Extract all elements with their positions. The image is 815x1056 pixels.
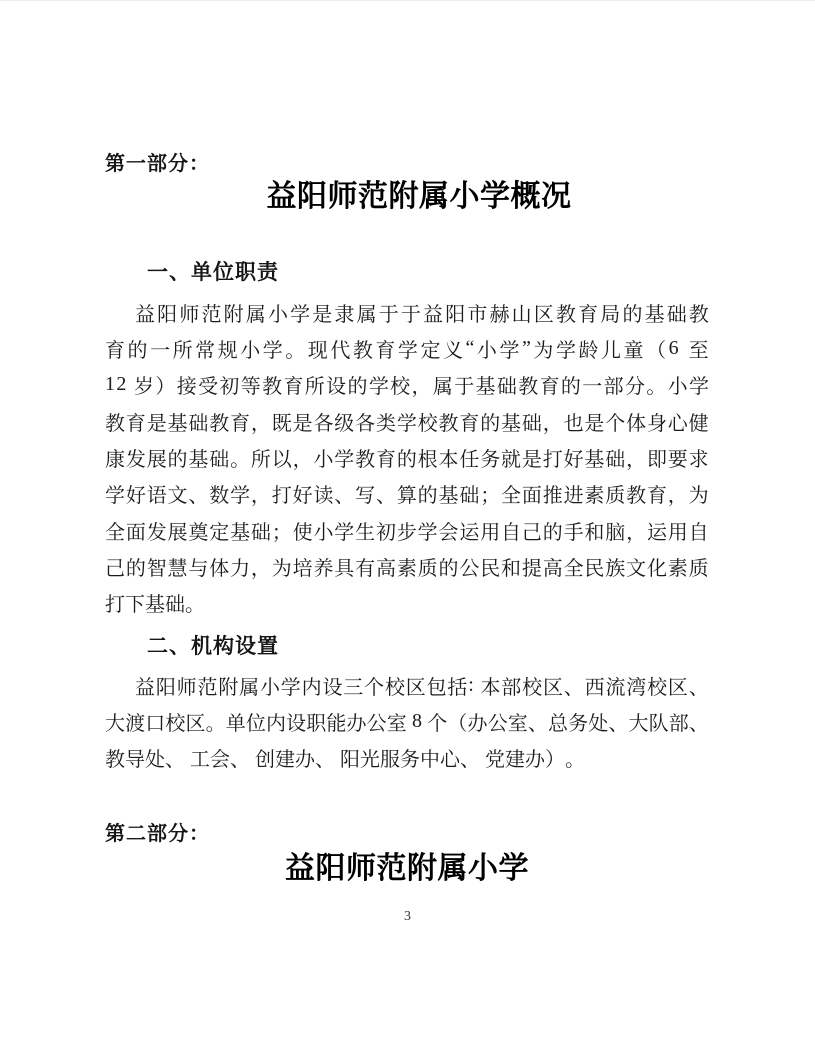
section1-heading: 一、单位职责 — [147, 261, 279, 284]
section2-heading: 二、机构设置 — [147, 635, 279, 658]
page-number: 3 — [404, 909, 411, 924]
part1-label: 第一部分： — [105, 153, 210, 175]
part1-title: 益阳师范附属小学概况 — [266, 180, 572, 213]
section1-paragraph: 益 阳 师 范 附 属 小 学 是 隶 属 于 于 益 阳 市 赫 山 区 教 育 局 的 基 础 教 育 的 一 所 常 规 小 学 。 现 代 教 育 学 定 义 “ 小 学 ” 为 学 龄 儿 童 （ 6 至 1 2 岁 ） 接 受 初 等 教 育 所 设 的 学 校 ， 属 于 基 础 教 育 的 一 部 分 。 小 学 教 育 是 基 础 教 育 ， 既 是 各 级 各 类 学 校 教 育 的 基 础 ， 也 是 个 体 身 心 健 康 发 展 的 基 础 。 所 以 ， 小 学 教 育 的 根 本 任 务 就 是 打 好 基 础 ， 即 要 求 学 好 语 文 、 数 学 ， 打 好 读 、 写 、 算 的 基 础 ； 全 面 推 进 素 质 教 育 ， 为 全 面 发 展 奠 定 基 础 ； 使 小 学 生 初 步 学 会 运 用 自 己 的 手 和 脑 ， 运 用 自 己 的 智 慧 与 体 力 ， 为 培 养 具 有 高 素 质 的 公 民 和 提 高 全 民 族 文 化 素 质 打 下 基 础 。 — [105, 303, 709, 617]
section2-paragraph: 益 阳 师 范 附 属 小 学 内 设 三 个 校 区 包 括 : 本 部 校 区 、 西 流 湾 校 区 、 大 渡 口 校 区 。 单 位 内 设 职 能 办 公 室 8 个 （ 办 公 室 、 总 务 处 、 大 队 部 、 教 导 处 、 工 会 、 创 建 办 、 阳 光 服 务 中 心 、 党 建 办 ） 。 — [105, 673, 709, 772]
part2-title: 益阳师范附属小学 — [285, 852, 529, 885]
part2-label: 第二部分： — [105, 823, 210, 845]
